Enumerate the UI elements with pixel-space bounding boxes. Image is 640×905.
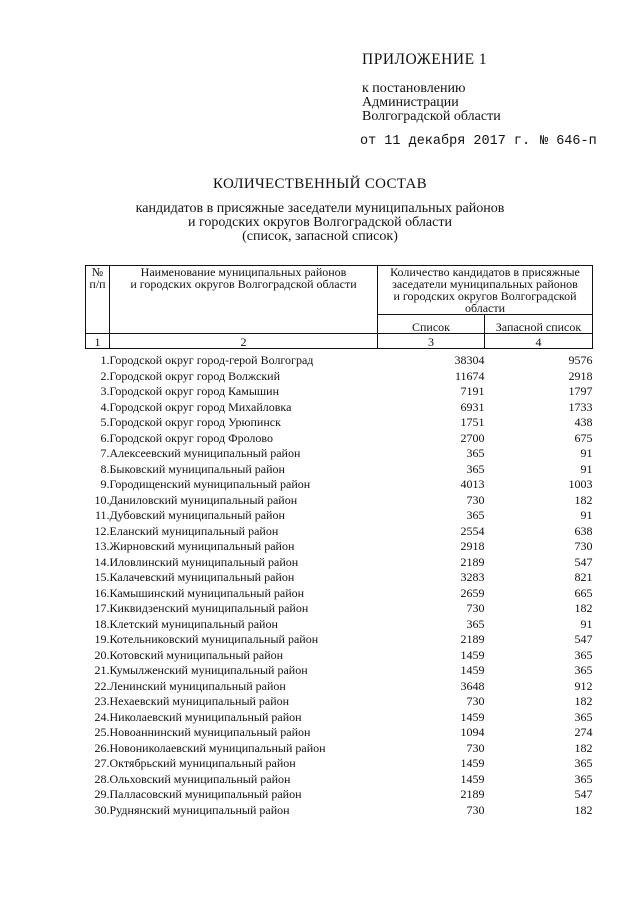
reserve-count: 182 — [574, 740, 593, 755]
district-name: Ольховский муниципальный район — [109, 771, 291, 786]
row-number: 15. — [94, 570, 110, 584]
reserve-count: 665 — [574, 585, 593, 600]
table-row — [86, 400, 593, 416]
table-row — [86, 710, 593, 726]
header-name-line2: и городских округов Волгоградской области — [130, 277, 357, 291]
district-name: Кумылженский муниципальный район — [109, 663, 308, 677]
table-row — [86, 524, 593, 540]
col-number-3: 3 — [378, 334, 485, 349]
table-row — [86, 601, 593, 617]
district-name: Иловлинский муниципальный район — [109, 554, 299, 569]
list-count: 1094 — [460, 725, 485, 739]
reserve-count: 91 — [580, 508, 593, 522]
region-text: Волгоградской области — [362, 109, 501, 124]
reserve-count: 547 — [574, 554, 593, 569]
reserve-count: 547 — [574, 787, 593, 801]
header-num-cell — [86, 266, 110, 334]
appendix-label: ПРИЛОЖЕНИЕ 1 — [362, 51, 488, 68]
district-name: Городской округ город-герой Волгоград — [109, 353, 314, 367]
row-number: 25. — [94, 725, 110, 739]
table-row — [86, 694, 593, 710]
header-qty-line2: заседатели муниципальных районов — [392, 277, 578, 291]
administration-text: Администрации — [362, 95, 459, 110]
row-number: 14. — [94, 554, 110, 569]
reserve-count: 91 — [580, 461, 593, 476]
header-num-line1: № — [91, 265, 104, 279]
row-number: 27. — [94, 756, 110, 770]
table-row — [86, 787, 593, 803]
list-count: 730 — [466, 601, 485, 615]
row-number: 5. — [100, 415, 110, 429]
reserve-count: 2918 — [568, 368, 593, 383]
district-name: Быковский муниципальный район — [109, 461, 285, 476]
table-row — [86, 462, 593, 478]
district-name: Дубовский муниципальный район — [109, 508, 285, 522]
document-title: КОЛИЧЕСТВЕННЫЙ СОСТАВ — [213, 176, 427, 192]
list-count: 3283 — [460, 570, 485, 584]
subtitle-line-1: кандидатов в присяжные заседатели муниципальных районов — [135, 201, 505, 216]
list-count: 1459 — [460, 756, 485, 770]
list-count: 1459 — [460, 647, 485, 662]
district-name: Камышинский муниципальный район — [109, 585, 305, 600]
list-count: 2659 — [460, 585, 485, 600]
row-number: 26. — [94, 740, 110, 755]
table-row — [86, 508, 593, 524]
table-row — [86, 570, 593, 586]
list-count: 365 — [466, 616, 485, 631]
to-resolution-text: к постановлению — [362, 81, 466, 96]
reserve-count: 182 — [574, 601, 593, 615]
header-qty-line1: Количество кандидатов в присяжные — [390, 265, 580, 279]
district-name: Алексеевский муниципальный район — [109, 446, 301, 460]
table-row — [86, 648, 593, 664]
district-name: Калачевский муниципальный район — [109, 570, 295, 584]
reserve-count: 365 — [574, 771, 593, 786]
row-number: 2. — [100, 368, 110, 383]
row-number: 30. — [94, 802, 110, 817]
table-row — [86, 477, 593, 493]
list-count: 1459 — [460, 663, 485, 677]
col-number-2: 2 — [110, 334, 378, 349]
district-name: Городской округ город Михайловка — [109, 399, 292, 414]
reserve-count: 182 — [574, 802, 593, 817]
row-number: 1. — [100, 353, 110, 367]
subtitle-line-3: (список, запасной список) — [242, 229, 398, 244]
list-count: 2189 — [460, 632, 485, 646]
table-row — [86, 586, 593, 602]
list-count: 730 — [466, 740, 485, 755]
list-count: 730 — [466, 802, 485, 817]
list-count: 38304 — [454, 353, 485, 367]
reserve-count: 1003 — [568, 477, 593, 491]
resolution-date: от 11 декабря 2017 г. — [360, 134, 531, 149]
list-count: 1751 — [460, 415, 485, 429]
list-count: 2189 — [460, 554, 485, 569]
table-row — [86, 632, 593, 648]
table-row — [86, 539, 593, 555]
district-name: Котовский муниципальный район — [109, 647, 284, 662]
district-name: Даниловский муниципальный район — [109, 492, 298, 507]
list-count: 11674 — [454, 368, 485, 383]
reserve-count: 675 — [574, 430, 593, 445]
reserve-count: 365 — [574, 709, 593, 724]
list-count: 2918 — [460, 539, 485, 553]
row-number: 11. — [94, 508, 110, 522]
district-name: Нехаевский муниципальный район — [109, 694, 290, 708]
list-count: 4013 — [460, 477, 485, 491]
table-row — [86, 446, 593, 462]
reserve-count: 912 — [574, 678, 593, 693]
row-number: 8. — [100, 461, 110, 476]
candidates-table — [85, 265, 593, 818]
table-row — [86, 555, 593, 571]
reserve-count: 274 — [574, 725, 593, 739]
list-count: 6931 — [460, 399, 485, 414]
list-count: 365 — [466, 508, 485, 522]
reserve-count: 365 — [574, 756, 593, 770]
row-number: 7. — [100, 446, 110, 460]
header-quantity-cell — [378, 266, 593, 315]
table-row — [86, 493, 593, 509]
district-name: Котельниковский муниципальный район — [109, 632, 319, 646]
reserve-count: 547 — [574, 632, 593, 646]
district-name: Клетский муниципальный район — [109, 616, 278, 631]
table-row — [86, 756, 593, 772]
table-row — [86, 617, 593, 633]
district-name: Городской округ город Камышин — [109, 384, 279, 398]
table-row — [86, 772, 593, 788]
row-number: 13. — [94, 539, 110, 553]
table-row — [86, 369, 593, 385]
list-count: 2700 — [460, 430, 485, 445]
table-row — [86, 431, 593, 447]
list-count: 1459 — [460, 771, 485, 786]
reserve-count: 182 — [574, 492, 593, 507]
district-name: Палласовский муниципальный район — [109, 787, 302, 801]
list-count: 2189 — [460, 787, 485, 801]
table-row — [86, 415, 593, 431]
district-name: Руднянский муниципальный район — [109, 802, 290, 817]
row-number: 20. — [94, 647, 110, 662]
district-name: Николаевский муниципальный район — [109, 709, 302, 724]
row-number: 18. — [94, 616, 110, 631]
header-name-line1: Наименование муниципальных районов — [140, 265, 347, 279]
list-count: 7191 — [460, 384, 485, 398]
reserve-count: 638 — [574, 523, 593, 538]
col-number-1: 1 — [86, 334, 110, 349]
row-number: 3. — [100, 384, 110, 398]
district-name: Октябрьский муниципальный район — [109, 756, 296, 770]
district-name: Городской округ город Фролово — [109, 430, 273, 445]
header-reserve: Запасной список — [485, 315, 593, 334]
reserve-count: 730 — [574, 539, 593, 553]
district-name: Еланский муниципальный район — [109, 523, 279, 538]
table-row — [86, 741, 593, 757]
district-name: Городской округ город Волжский — [109, 368, 280, 383]
reserve-count: 1797 — [568, 384, 593, 398]
row-number: 6. — [100, 430, 110, 445]
reserve-count: 365 — [574, 663, 593, 677]
row-number: 16. — [94, 585, 110, 600]
header-name-cell — [110, 266, 378, 334]
district-name: Киквидзенский муниципальный район — [109, 601, 309, 615]
district-name: Городской округ город Урюпинск — [109, 415, 281, 429]
list-count: 1459 — [460, 709, 485, 724]
reserve-count: 91 — [580, 616, 593, 631]
header-list: Список — [378, 315, 485, 334]
header-qty-line3: и городских округов Волгоградской — [393, 289, 577, 303]
district-name: Городищенский муниципальный район — [109, 477, 311, 491]
reserve-count: 821 — [574, 570, 593, 584]
list-count: 3648 — [460, 678, 485, 693]
list-count: 2554 — [460, 523, 485, 538]
row-number: 9. — [100, 477, 110, 491]
row-number: 12. — [94, 523, 110, 538]
district-name: Новоаннинский муниципальный район — [109, 725, 311, 739]
header-qty-line4: области — [464, 301, 506, 315]
table-row — [86, 349, 593, 369]
header-num-line2: п/п — [89, 277, 106, 291]
table-row — [86, 663, 593, 679]
table-row — [86, 679, 593, 695]
list-count: 365 — [466, 446, 485, 460]
table-row — [86, 384, 593, 400]
list-count: 365 — [466, 461, 485, 476]
district-name: Ленинский муниципальный район — [109, 678, 286, 693]
row-number: 24. — [94, 709, 110, 724]
row-number: 17. — [94, 601, 110, 615]
row-number: 4. — [100, 399, 110, 414]
table-row — [86, 803, 593, 819]
subtitle-line-2: и городских округов Волгоградской области — [188, 215, 452, 230]
row-number: 21. — [94, 663, 110, 677]
district-name: Новониколаевский муниципальный район — [109, 740, 326, 755]
row-number: 23. — [94, 694, 110, 708]
reserve-count: 1733 — [568, 399, 593, 414]
reserve-count: 365 — [574, 647, 593, 662]
resolution-number: № 646-п — [540, 134, 597, 149]
list-count: 730 — [466, 694, 485, 708]
reserve-count: 438 — [574, 415, 593, 429]
row-number: 28. — [94, 771, 110, 786]
table-row — [86, 725, 593, 741]
reserve-count: 91 — [580, 446, 593, 460]
row-number: 10. — [94, 492, 110, 507]
district-name: Жирновский муниципальный район — [109, 539, 295, 553]
row-number: 22. — [94, 678, 110, 693]
col-number-4: 4 — [485, 334, 593, 349]
row-number: 19. — [94, 632, 110, 646]
reserve-count: 182 — [574, 694, 593, 708]
list-count: 730 — [466, 492, 485, 507]
row-number: 29. — [94, 787, 110, 801]
reserve-count: 9576 — [568, 353, 593, 367]
